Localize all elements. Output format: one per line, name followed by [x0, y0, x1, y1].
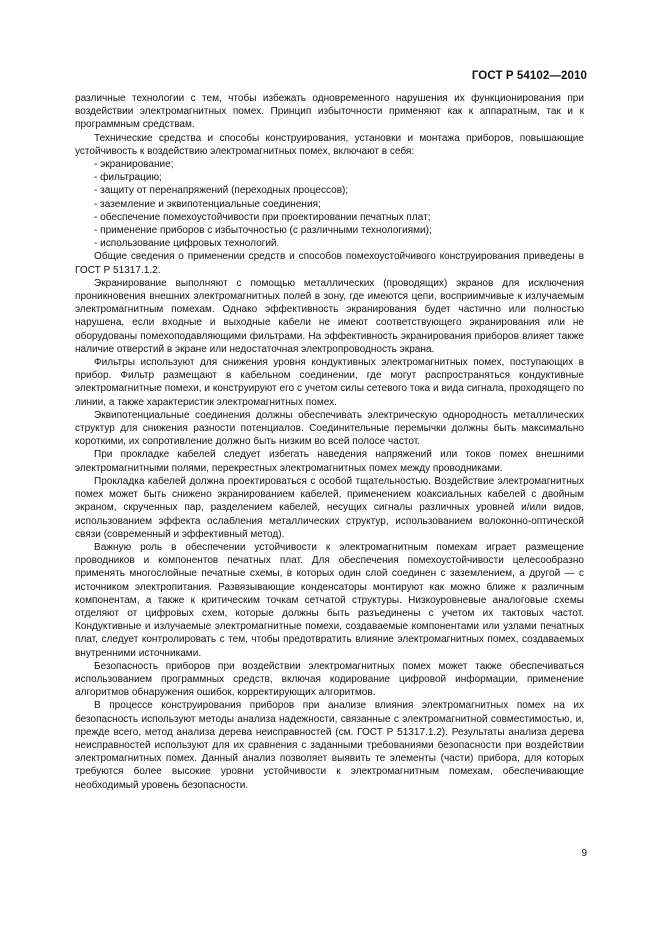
list-item: - фильтрацию;: [94, 171, 584, 184]
list-item: - экранирование;: [94, 158, 584, 171]
paragraph-cable-design: Прокладка кабелей должна проектироваться с особой тщательностью. Воздействие электромагнитных помех может быть снижено экранированием кабелей, применением коаксиальных кабелей с двойным экраном, скрученных пар, разделением кабелей, несущих сигналы различных уровней и/или видов, использованием эффекта ослабления металлических структур, использованием волоконно-оптической связи (современный и эффективный метод).: [75, 475, 584, 540]
paragraph-pcb: Важную роль в обеспечении устойчивости к электромагнитным помехам играет размещение проводников и компонентов печатных плат. Для обеспечения помехоустойчивости целесообразно применять многослойные печатные схемы, в которых один слой соединен с заземлением, а другой — с источником электропитания. Развязывающие конденсаторы монтируют как можно ближе к различным компонентам, а также к критическим точкам сетчатой структуры. Низкоуровневые аналоговые схемы отделяют от цифровых схем, которые должны быть разъединены с учетом их тактовых частот. Кондуктивные и излучаемые электромагнитные помехи, создаваемые компонентами или узлами печатных плат, следует контролировать с тем, чтобы предотвратить влияние электромагнитных помех, создаваемых внутренними источниками.: [75, 541, 584, 659]
paragraph-shielding: Экранирование выполняют с помощью металлических (проводящих) экранов для исключения проникновения внешних электромагнитных полей в зону, где имеются цепи, восприимчивые к излучаемым электромагнитным помехам. Однако эффективность экранирования будет частично или полностью нарушена, если входные и выходные кабели не имеют соответствующего экранирования или не оборудованы помехоподавляющими фильтрами. На эффективность экранирования приборов влияет также наличие отверстий в экране или недостаточная электропроводность экрана.: [75, 277, 584, 355]
paragraph-continuation: различные технологии с тем, чтобы избежать одновременного нарушения их функционирования при воздействии электромагнитных помех. Принцип избыточности применяют как к аппаратным, так и к программным средствам.: [75, 93, 584, 131]
means-list: [75, 158, 584, 250]
list-item: - применение приборов с избыточностью (с различными технологиями);: [94, 224, 584, 237]
paragraph-general-info: Общие сведения о применении средств и способов помехоустойчивого конструирования приведены в ГОСТ Р 51317.1.2.: [75, 251, 584, 276]
page-number: 9: [581, 848, 587, 859]
paragraph-software: Безопасность приборов при воздействии электромагнитных помех может также обеспечиваться использованием программных средств, включая кодирование цифровой информации, применение алгоритмов обнаружения ошибок, корректирующих алгоритмов.: [75, 660, 584, 699]
list-item: - обеспечение помехоустойчивости при проектировании печатных плат;: [94, 211, 584, 224]
paragraph-means-intro: Технические средства и способы конструирования, установки и монтажа приборов, повышающие устойчивость к воздействию электромагнитных помех, включают в себя:: [75, 132, 584, 157]
standard-header: ГОСТ Р 54102—2010: [471, 70, 587, 82]
list-item: - заземление и эквипотенциальные соединения;: [94, 198, 584, 211]
list-item: - защиту от перенапряжений (переходных процессов);: [94, 184, 584, 197]
paragraph-filters: Фильтры используют для снижения уровня кондуктивных электромагнитных помех, поступающих в прибор. Фильтр размещают в кабельном соединении, где могут распространяться кондуктивные электромагнитные помехи, и конструируют его с учетом силы сетевого тока и вида сигнала, проходящего по линии, а также характеристик электромагнитных помех.: [75, 357, 584, 408]
paragraph-equipotential: Эквипотенциальные соединения должны обеспечивать электрическую однородность металлических структур для снижения разности потенциалов. Соединительные перемычки должны быть максимально короткими, их сопротивление должно быть низким во всей полосе частот.: [75, 409, 584, 448]
paragraph-cable-laying: При прокладке кабелей следует избегать наведения напряжений или токов помех внешними электромагнитными полями, перекрестных электромагнитных помех между проводниками.: [75, 449, 584, 474]
paragraph-analysis: В процессе конструирования приборов при анализе влияния электромагнитных помех на их безопасность используют методы анализа надежности, связанные с электромагнитной совместимостью, и, прежде всего, метод анализа дерева неисправностей (см. ГОСТ Р 51317.1.2). Результаты анализа дерева неисправностей используют для их сравнения с заданными требованиями безопасности при воздействии электромагнитных помех. Данный анализ позволяет выявить те элементы (части) прибора, для которых требуются более высокие уровни устойчивости к электромагнитным помехам, обеспечивающие необходимый уровень безопасности.: [75, 700, 584, 791]
list-item: - использование цифровых технологий.: [94, 237, 584, 250]
document-body: [75, 92, 584, 792]
